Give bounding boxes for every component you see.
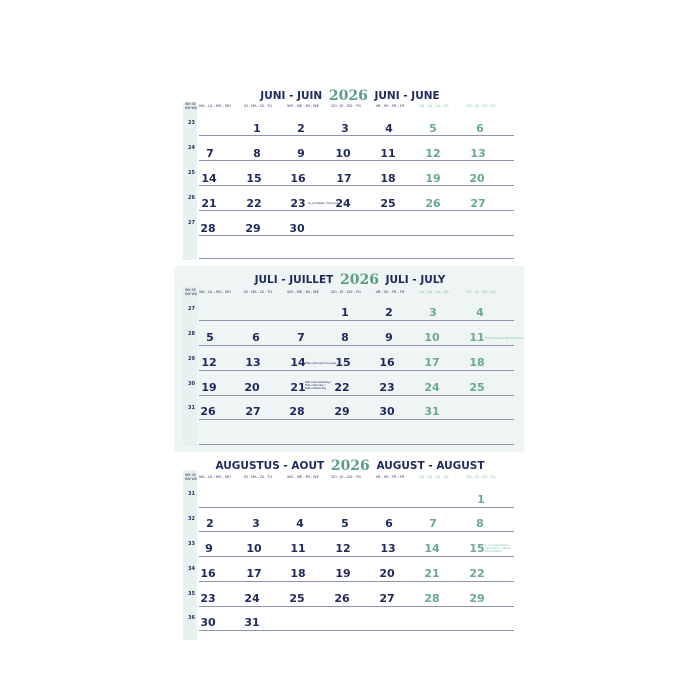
weekday-header-wed: WO - ME - MI - WE — [287, 290, 319, 294]
day-cell: 8 — [476, 517, 484, 530]
day-cell: 6 — [385, 517, 393, 530]
day-cell: 2 — [206, 517, 214, 530]
day-cell: 27 — [379, 592, 395, 605]
month-block-june — [0, 88, 700, 260]
day-cell: 11 — [469, 331, 485, 344]
day-cell: 1 — [477, 493, 485, 506]
weekday-header-thu: DO - JE - DO - TH — [331, 104, 361, 108]
week-column-header: WK·SE KW·WK — [185, 473, 198, 481]
weekday-header-mon: MA - LU - MO - MO — [199, 104, 231, 108]
day-cell: 9 — [385, 331, 393, 344]
weekday-header-wed: WO - ME - MI - WE — [287, 104, 319, 108]
day-cell: 4 — [296, 517, 304, 530]
week-row-line — [199, 419, 514, 420]
month-title — [0, 272, 700, 292]
week-number: 29 — [188, 356, 195, 362]
month-title-right: JUNI - JUNE — [374, 90, 440, 102]
day-cell: 10 — [424, 331, 440, 344]
day-cell: 19 — [425, 172, 441, 185]
week-row-line — [199, 606, 514, 607]
day-cell: 29 — [469, 592, 485, 605]
month-year: 2026 — [330, 458, 370, 474]
day-cell: 28 — [289, 405, 305, 418]
day-cell: 11 — [380, 147, 396, 160]
day-cell: 18 — [290, 567, 306, 580]
day-cell: 13 — [245, 356, 261, 369]
week-row-line — [199, 345, 514, 346]
month-title-left: JUNI - JUIN — [260, 90, 323, 102]
week-row-line — [199, 135, 514, 136]
weekday-header-sat: ZA - SA - SA - SA — [419, 475, 449, 479]
week-number: 26 — [188, 195, 195, 201]
week-row-line — [199, 444, 514, 445]
day-cell: 27 — [245, 405, 261, 418]
week-number: 27 — [188, 306, 195, 312]
weekday-header-thu: DO - JE - DO - TH — [331, 290, 361, 294]
day-cell: 5 — [429, 122, 437, 135]
day-cell: 19 — [201, 381, 217, 394]
day-cell: 13 — [470, 147, 486, 160]
day-cell: 31 — [424, 405, 440, 418]
day-cell: 1 — [341, 306, 349, 319]
day-cell: 11 — [290, 542, 306, 555]
day-cell: 17 — [336, 172, 352, 185]
day-cell: 17 — [424, 356, 440, 369]
week-number: 31 — [188, 405, 195, 411]
weekday-header-sun: ZO - DI - SO - SU — [466, 290, 496, 294]
day-cell: 8 — [253, 147, 261, 160]
month-year: 2026 — [340, 272, 379, 288]
week-number: 30 — [188, 381, 195, 387]
day-cell: 7 — [206, 147, 214, 160]
weekday-header-tue: DI - MA - DI - TU — [243, 475, 273, 479]
month-title-right: AUGUST - AUGUST — [376, 460, 485, 472]
weekday-header-thu: DO - JE - DO - TH — [331, 475, 361, 479]
month-title-right: JULI - JULY — [385, 274, 446, 286]
day-cell: 29 — [334, 405, 350, 418]
day-cell: 12 — [335, 542, 351, 555]
weekday-header-sun: ZO - DI - SO - SU — [466, 104, 496, 108]
day-cell: 30 — [289, 222, 305, 235]
day-cell: 8 — [341, 331, 349, 344]
day-cell: 15 — [335, 356, 351, 369]
day-cell: 24 — [424, 381, 440, 394]
day-cell: 3 — [429, 306, 437, 319]
week-row-line — [199, 581, 514, 582]
week-number: 35 — [188, 591, 195, 597]
day-cell: 9 — [205, 542, 213, 555]
day-cell: 4 — [385, 122, 393, 135]
day-cell: 21 — [290, 381, 306, 394]
weekday-header-fri: VR - VE - FR - FR — [375, 104, 405, 108]
week-number: 32 — [188, 516, 195, 522]
day-cell: 17 — [246, 567, 262, 580]
day-cell: 25 — [380, 197, 396, 210]
weekday-header-mon: MA - LU - MO - MO — [199, 290, 231, 294]
day-cell: 23 — [379, 381, 395, 394]
week-row-line — [199, 210, 514, 211]
day-cell: 6 — [252, 331, 260, 344]
week-column-header: WK·SE KW·WK — [185, 102, 198, 110]
week-number: 34 — [188, 566, 195, 572]
day-cell: 30 — [379, 405, 395, 418]
day-cell: 22 — [246, 197, 262, 210]
day-cell: 12 — [201, 356, 217, 369]
weekday-header-fri: VR - VE - FR - FR — [375, 290, 405, 294]
day-cell: 24 — [335, 197, 351, 210]
holiday-note: Fête nationale française — [305, 362, 337, 365]
week-row-line — [199, 531, 514, 532]
day-cell: 12 — [425, 147, 441, 160]
day-cell: 27 — [470, 197, 486, 210]
week-number: 24 — [188, 145, 195, 151]
holiday-note: St.-Jansfeest / Saint Jean — [308, 202, 340, 205]
day-cell: 2 — [385, 306, 393, 319]
day-cell: 1 — [253, 122, 261, 135]
day-cell: 5 — [341, 517, 349, 530]
day-cell: 16 — [290, 172, 306, 185]
week-row-line — [199, 395, 514, 396]
week-number: 36 — [188, 615, 195, 621]
day-cell: 14 — [290, 356, 306, 369]
day-cell: 15 — [246, 172, 262, 185]
weekday-header-fri: VR - VE - FR - FR — [375, 475, 405, 479]
day-cell: 26 — [200, 405, 216, 418]
weekday-header-wed: WO - ME - MI - WE — [287, 475, 319, 479]
week-row-line — [199, 507, 514, 508]
day-cell: 7 — [429, 517, 437, 530]
month-title-left: JULI - JUILLET — [254, 274, 334, 286]
day-cell: 31 — [244, 616, 260, 629]
day-cell: 18 — [380, 172, 396, 185]
day-cell: 3 — [252, 517, 260, 530]
day-cell: 28 — [424, 592, 440, 605]
week-row-line — [199, 630, 514, 631]
day-cell: 10 — [246, 542, 262, 555]
day-cell: 6 — [476, 122, 484, 135]
week-row-line — [199, 370, 514, 371]
day-cell: 16 — [379, 356, 395, 369]
week-column-header: WK·SE KW·WK — [185, 288, 198, 296]
weekday-header-sat: ZA - SA - SA - SA — [419, 104, 449, 108]
day-cell: 22 — [469, 567, 485, 580]
week-row-line — [199, 556, 514, 557]
day-cell: 19 — [335, 567, 351, 580]
week-number: 31 — [188, 491, 195, 497]
day-cell: 26 — [425, 197, 441, 210]
week-row-line — [199, 235, 514, 236]
weekday-header-tue: DI - MA - DI - TU — [243, 290, 273, 294]
week-number: 25 — [188, 170, 195, 176]
day-cell: 14 — [424, 542, 440, 555]
holiday-note: Feest Vlaamse Gemeenschap — [485, 337, 524, 340]
weekday-header-tue: DI - MA - DI - TU — [243, 104, 273, 108]
weekday-header-sat: ZA - SA - SA - SA — [419, 290, 449, 294]
day-cell: 23 — [290, 197, 306, 210]
month-title-left: AUGUSTUS - AOUT — [215, 460, 325, 472]
weekday-header-mon: MA - LU - MO - MO — [199, 475, 231, 479]
week-number: 27 — [188, 220, 195, 226]
week-row-line — [199, 160, 514, 161]
week-number: 23 — [188, 120, 195, 126]
day-cell: 13 — [380, 542, 396, 555]
week-number: 33 — [188, 541, 195, 547]
day-cell: 29 — [245, 222, 261, 235]
day-cell: 24 — [244, 592, 260, 605]
day-cell: 21 — [424, 567, 440, 580]
day-cell: 15 — [469, 542, 485, 555]
week-row-line — [199, 185, 514, 186]
day-cell: 20 — [244, 381, 260, 394]
day-cell: 23 — [200, 592, 216, 605]
day-cell: 28 — [200, 222, 216, 235]
day-cell: 21 — [201, 197, 217, 210]
week-row-line — [199, 320, 514, 321]
day-cell: 10 — [335, 147, 351, 160]
day-cell: 9 — [297, 147, 305, 160]
week-number: 28 — [188, 331, 195, 337]
day-cell: 4 — [476, 306, 484, 319]
month-block-july — [0, 266, 700, 452]
month-year: 2026 — [328, 88, 368, 104]
day-cell: 7 — [297, 331, 305, 344]
holiday-note: Nationale feestdag / Fête nationale / Nationalfeiertag — [305, 381, 332, 390]
day-cell: 3 — [341, 122, 349, 135]
day-cell: 14 — [201, 172, 217, 185]
day-cell: 2 — [297, 122, 305, 135]
day-cell: 20 — [379, 567, 395, 580]
weekday-header-sun: ZO - DI - SO - SU — [466, 475, 496, 479]
day-cell: 22 — [334, 381, 350, 394]
day-cell: 16 — [200, 567, 216, 580]
day-cell: 25 — [469, 381, 485, 394]
day-cell: 18 — [469, 356, 485, 369]
day-cell: 20 — [469, 172, 485, 185]
day-cell: 30 — [200, 616, 216, 629]
day-cell: 26 — [334, 592, 350, 605]
day-cell: 5 — [206, 331, 214, 344]
month-block-august — [0, 458, 700, 640]
day-cell: 25 — [289, 592, 305, 605]
holiday-note: O.L.V. Hemelvaart / Assomption / Mariä Himmelfahrt — [485, 544, 511, 553]
week-row-line — [199, 258, 514, 259]
